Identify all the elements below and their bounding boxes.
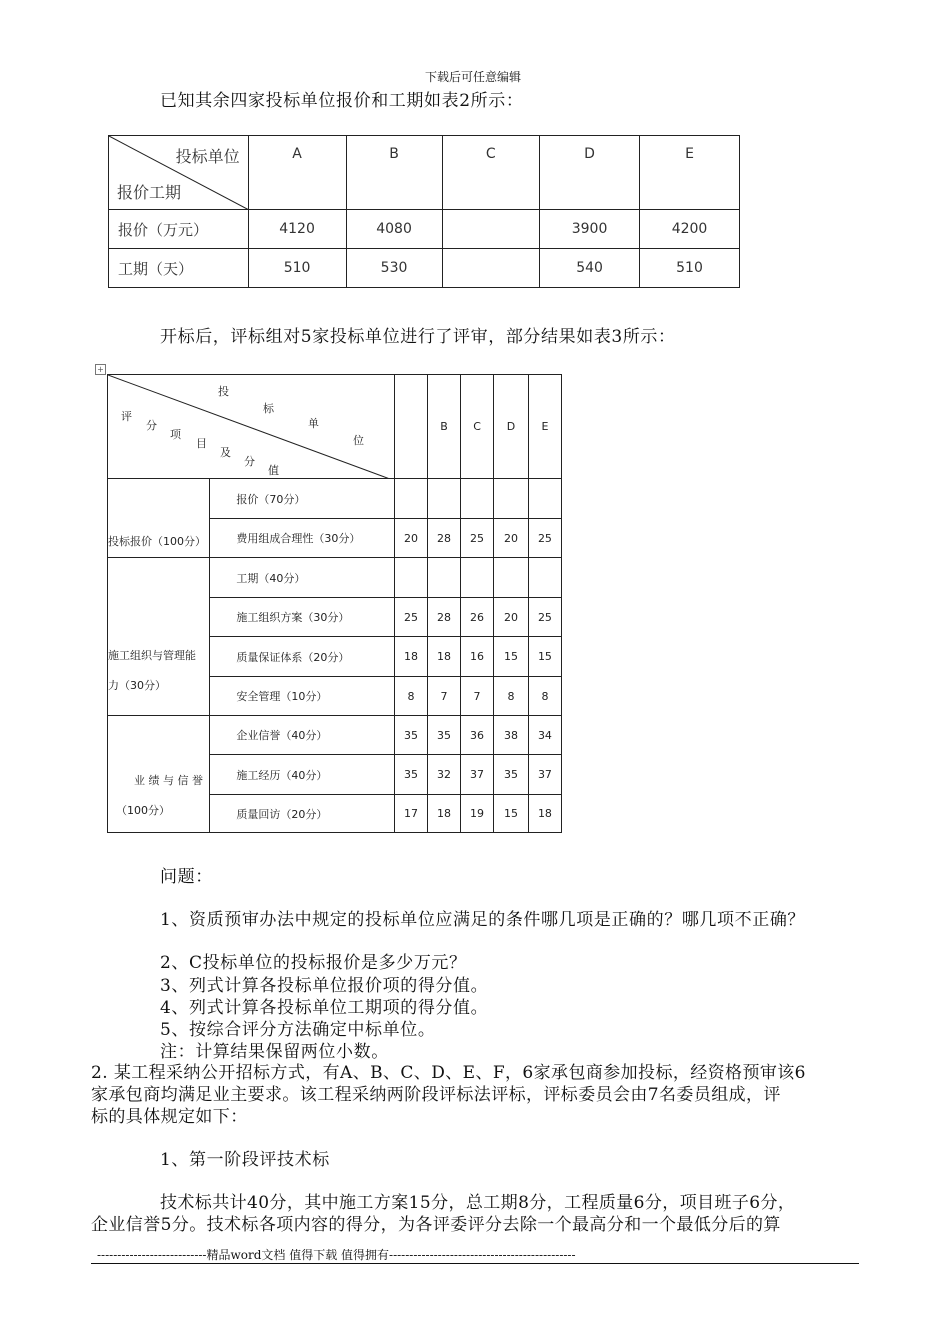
- table3-cell: 7: [461, 677, 494, 716]
- table3-cell: [394, 558, 427, 598]
- group-label-line: 力（30分）: [108, 679, 166, 692]
- case2-line: 标的具体规定如下：: [91, 1107, 248, 1127]
- table2-cell: [442, 249, 540, 288]
- table3-cell: 20: [494, 598, 529, 637]
- table2-col-header: C: [442, 136, 540, 210]
- table3-cell: 15: [494, 795, 529, 833]
- table2-intro: 已知其余四家投标单位报价和工期如表2所示：: [160, 91, 524, 111]
- table3-cell: 17: [394, 795, 427, 833]
- table3-cell: [427, 558, 460, 598]
- table2-row-label: 工期（天）: [109, 249, 249, 288]
- table3-cell: 37: [528, 755, 561, 795]
- table3-col-header: C: [461, 375, 494, 479]
- table3-cell: [528, 479, 561, 519]
- table3-cell: 19: [461, 795, 494, 833]
- stage1-heading: 1、第一阶段评技术标: [160, 1150, 330, 1170]
- table2-col-header: B: [346, 136, 442, 210]
- table2-corner: [109, 136, 249, 210]
- table3-cell: 18: [427, 637, 460, 677]
- corner-char: 值: [268, 464, 279, 477]
- table3-cell: 37: [461, 755, 494, 795]
- table3-row-label: 安全管理（10分）: [210, 677, 395, 716]
- table3-cell: 28: [427, 519, 460, 558]
- table3-cell: 36: [461, 716, 494, 755]
- table3-cell: 8: [528, 677, 561, 716]
- group-label-line: （100分）: [116, 804, 170, 817]
- table2-col-header: D: [540, 136, 640, 210]
- table2-cell: 3900: [540, 210, 640, 249]
- corner-char: 及: [220, 446, 231, 459]
- table2-cell: 4120: [248, 210, 346, 249]
- table3-cell: 25: [461, 519, 494, 558]
- questions-heading: 问题：: [160, 867, 213, 887]
- corner-char: 项: [170, 428, 181, 441]
- table3-group-label: [108, 558, 210, 716]
- table3-row-label: 费用组成合理性（30分）: [210, 519, 395, 558]
- table2-cell: 540: [540, 249, 640, 288]
- table3-col-header: E: [528, 375, 561, 479]
- table3-cell: 25: [528, 598, 561, 637]
- corner-char: 评: [121, 410, 132, 423]
- table3-cell: 8: [394, 677, 427, 716]
- table3-cell: [461, 558, 494, 598]
- question-item: 1、资质预审办法中规定的投标单位应满足的条件哪几项是正确的？哪几项不正确？: [160, 910, 806, 930]
- group-label-line: 业 绩 与 信 誉: [134, 774, 203, 787]
- table3-cell: 18: [528, 795, 561, 833]
- table3-row-label: 施工组织方案（30分）: [210, 598, 395, 637]
- table-row: [109, 249, 740, 288]
- table2-cell: 510: [248, 249, 346, 288]
- question-item: 5、按综合评分方法确定中标单位。: [160, 1020, 436, 1040]
- table3-cell: 18: [427, 795, 460, 833]
- table3-group-label: [108, 716, 210, 833]
- table3-cell: [494, 558, 529, 598]
- table3-cell: 26: [461, 598, 494, 637]
- table-3: [107, 374, 562, 833]
- corner-char: 分: [244, 455, 255, 468]
- table3-cell: 7: [427, 677, 460, 716]
- table3-cell: 34: [528, 716, 561, 755]
- table3-row-label: 报价（70分）: [210, 479, 395, 519]
- table2-cell: 4080: [346, 210, 442, 249]
- table3-row-label: 施工经历（40分）: [210, 755, 395, 795]
- table-move-handle-icon[interactable]: +: [95, 364, 106, 375]
- table3-cell: 35: [394, 716, 427, 755]
- table2-col-header: E: [640, 136, 740, 210]
- case2-line: 家承包商均满足业主要求。该工程采纳两阶段评标法评标，评标委员会由7名委员组成，评: [91, 1085, 781, 1105]
- table3-cell: 38: [494, 716, 529, 755]
- table2-cell: 510: [640, 249, 740, 288]
- table-row: [108, 716, 562, 755]
- table3-cell: 15: [528, 637, 561, 677]
- table-row: [108, 479, 562, 519]
- corner-char: 投: [218, 385, 229, 398]
- table3-cell: 35: [494, 755, 529, 795]
- table3-cell: 32: [427, 755, 460, 795]
- page-header: 下载后可任意编辑: [425, 70, 522, 84]
- table3-col-header: D: [494, 375, 529, 479]
- question-note: 注：计算结果保留两位小数。: [160, 1042, 389, 1062]
- table3-row-label: 质量保证体系（20分）: [210, 637, 395, 677]
- table3-cell: 15: [494, 637, 529, 677]
- table2-corner-bottom: 报价工期: [117, 183, 182, 202]
- table3-cell: 25: [528, 519, 561, 558]
- table2-cell: 4200: [640, 210, 740, 249]
- table2-corner-top: 投标单位: [175, 147, 240, 166]
- table3-cell: [427, 479, 460, 519]
- corner-char: 目: [196, 437, 207, 450]
- table3-cell: 20: [394, 519, 427, 558]
- table3-intro: 开标后，评标组对5家投标单位进行了评审，部分结果如表3所示：: [160, 327, 676, 347]
- table3-col-header: B: [427, 375, 460, 479]
- tech-line: 企业信誉5分。技术标各项内容的得分，为各评委评分去除一个最高分和一个最低分后的算: [91, 1215, 781, 1235]
- table-row: [108, 558, 562, 598]
- question-item: 3、列式计算各投标单位报价项的得分值。: [160, 976, 489, 996]
- group-label-line: 投标报价（100分）: [108, 535, 206, 548]
- tech-line: 技术标共计40分，其中施工方案15分，总工期8分，工程质量6分，项目班子6分，: [160, 1193, 796, 1213]
- table3-cell: 18: [394, 637, 427, 677]
- case2-line: 2. 某工程采纳公开招标方式，有A、B、C、D、E、F，6家承包商参加投标，经资格预审该6: [91, 1063, 806, 1083]
- table3-cell: 28: [427, 598, 460, 637]
- question-item: 2、C投标单位的投标报价是多少万元？: [160, 953, 467, 973]
- table3-cell: [461, 479, 494, 519]
- table3-col-header: [394, 375, 427, 479]
- group-label-line: 施工组织与管理能: [108, 649, 196, 662]
- table2-col-header: A: [248, 136, 346, 210]
- table3-cell: 20: [494, 519, 529, 558]
- corner-char: 分: [146, 419, 157, 432]
- table3-row-label: 工期（40分）: [210, 558, 395, 598]
- table2-cell: [442, 210, 540, 249]
- table3-cell: [494, 479, 529, 519]
- table-2: [108, 135, 740, 288]
- table3-group-label: [108, 479, 210, 558]
- table3-cell: 8: [494, 677, 529, 716]
- table3-cell: [528, 558, 561, 598]
- table3-cell: 35: [394, 755, 427, 795]
- table3-cell: 25: [394, 598, 427, 637]
- table3-cell: 16: [461, 637, 494, 677]
- table3-cell: [394, 479, 427, 519]
- footer-divider: [91, 1263, 859, 1264]
- table2-cell: 530: [346, 249, 442, 288]
- table-row: [109, 210, 740, 249]
- corner-char: 单: [308, 417, 319, 430]
- table3-cell: 35: [427, 716, 460, 755]
- table3-corner: [108, 375, 395, 479]
- question-item: 4、列式计算各投标单位工期项的得分值。: [160, 998, 489, 1018]
- table2-row-label: 报价（万元）: [109, 210, 249, 249]
- page-footer: ---------------------------精品word文档 值得下载 值得拥有----------------------------------------------: [97, 1248, 576, 1262]
- corner-char: 标: [263, 402, 274, 415]
- table3-row-label: 企业信誉（40分）: [210, 716, 395, 755]
- table3-row-label: 质量回访（20分）: [210, 795, 395, 833]
- corner-char: 位: [353, 434, 364, 447]
